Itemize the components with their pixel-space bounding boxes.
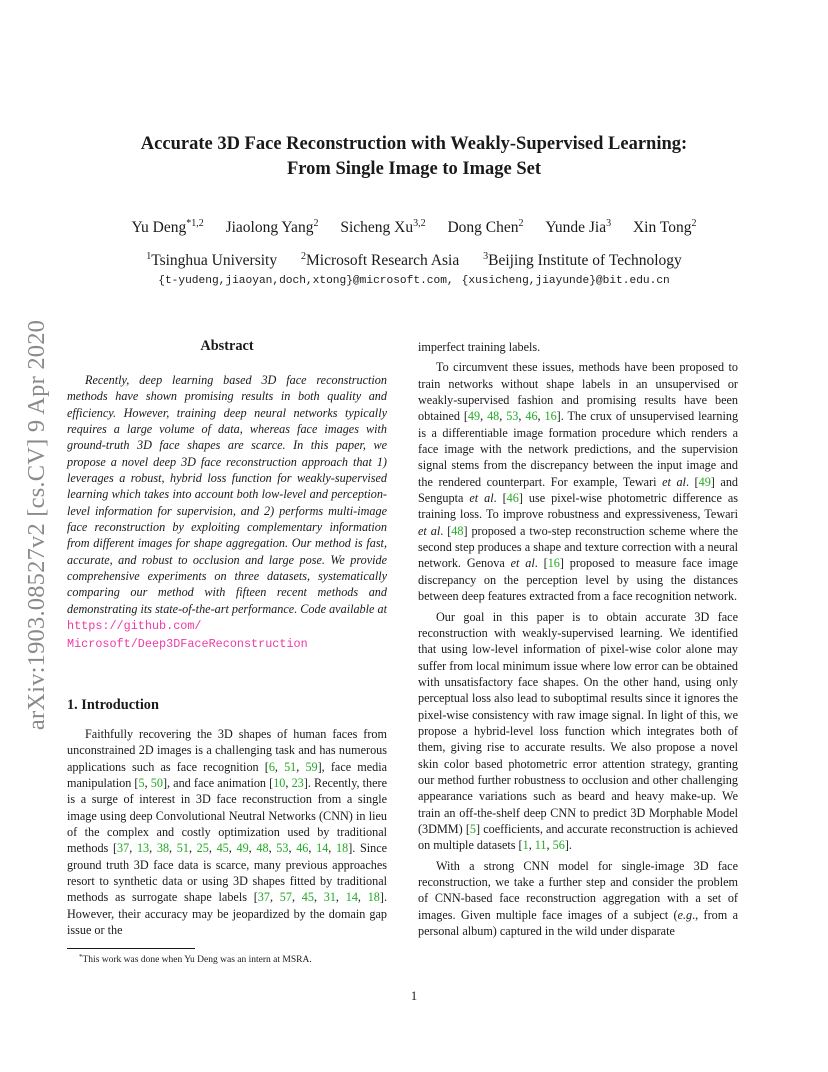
title-line-1: Accurate 3D Face Reconstruction with Weakly-Supervised Learning: (140, 134, 688, 154)
body-text: . [ (440, 523, 452, 538)
body-text: , (149, 841, 157, 856)
citation-link[interactable]: 45 (301, 890, 314, 905)
code-link-part-1[interactable]: https://github.com/ (67, 619, 202, 634)
body-text: , (328, 841, 336, 856)
body-text: , (480, 409, 488, 424)
author: Jiaolong Yang$^2$ (225, 218, 319, 236)
citation-link[interactable]: 31 (323, 890, 336, 905)
affiliation: $^3$Beijing Institute of Technology (483, 251, 682, 269)
citation-link[interactable]: 48 (451, 523, 464, 538)
body-text: ]. Recently, there is a surge of interest in 3D face reconstruction from a single image using deep Convolutional Neutral Networks (CNN) in lieu of the complex and costly optimization used by traditional methods [ (67, 776, 388, 856)
citation-link[interactable]: 18 (367, 890, 380, 905)
body-text: ] use pixel-wise photometric difference as training loss. To improve robustness and expressiveness, Tewari (418, 491, 739, 522)
citation-link[interactable]: 49 (467, 409, 481, 424)
body-text: , (285, 776, 292, 791)
author: Yu Deng$^{*1,2}$ (131, 218, 204, 236)
body-text: . [ (534, 556, 548, 571)
arxiv-stamp (21, 290, 53, 760)
body-text: ]. However, their accuracy may be jeopardized by the domain gap issue or the (67, 890, 387, 938)
body-text: , (291, 890, 302, 905)
citation-link[interactable]: 45 (216, 841, 229, 856)
right-column (418, 339, 738, 943)
body-text: , (248, 841, 257, 856)
citation-link[interactable]: 11 (534, 838, 547, 853)
abstract-heading: Abstract (200, 338, 254, 354)
citation-link[interactable]: 56 (552, 838, 565, 853)
author: Dong Chen$^2$ (447, 218, 524, 236)
abstract-text: Recently, deep learning based 3D face reconstruction methods have shown promising results in both quality and efficiency. However, training deep neural networks typically requires a large volume of data, whereas face images with ground-truth 3D face shapes are scarce. In this paper, we propose a novel deep 3D face reconstruction approach that 1) leverages a robust, hybrid loss function for weakly-supervised learning which takes into account both low-level and perception-level information for supervision, and 2) performs multi-image face reconstruction by exploiting complementary information from different images for shape aggregation. Our method is fast, accurate, and robust to occlusion and large pose. We provide comprehensive experiments on three datasets, systematically comparing our method with fifteen recent methods and demonstrating its state-of-the-art performance. Code available at (67, 373, 387, 616)
citation-link[interactable]: 14 (316, 841, 329, 856)
title-line-2: From Single Image to Image Set (287, 159, 541, 179)
body-text: To circumvent these issues, methods have been proposed to train networks without shape labels in an unsupervised or weakly-supervised fashion and promising results have been obtained [ (418, 360, 738, 424)
body-text: . [ (685, 474, 699, 489)
page-number: 1 (410, 989, 418, 1003)
body-text: , (288, 841, 297, 856)
citation-link[interactable]: 49 (236, 841, 249, 856)
italic-text: et al (418, 523, 441, 538)
citation-link[interactable]: 6 (268, 759, 275, 774)
arxiv-stamp-text: arXiv:1903.08527v2 [cs.CV] 9 Apr 2020 (23, 319, 51, 731)
citation-link[interactable]: 57 (279, 890, 292, 905)
footnote-rule (67, 948, 195, 949)
citation-link[interactable]: 48 (487, 409, 500, 424)
citation-link[interactable]: 50 (150, 776, 163, 791)
body-text: , (268, 841, 277, 856)
italic-text: et al (469, 491, 494, 506)
body-text: , (228, 841, 237, 856)
body-text: . [ (493, 491, 507, 506)
body-text: , (499, 409, 507, 424)
body-text: , (537, 409, 545, 424)
body-text: ], and face animation [ (162, 776, 274, 791)
affiliation-list (0, 251, 828, 270)
body-text: ] proposed to measure face image discrepancy on the perception level by using the distances between deep features extracted from a face recognition network. (418, 556, 739, 604)
email-bit: {xusicheng,jiayunde}@bit.edu.cn (461, 275, 670, 287)
citation-link[interactable]: 5 (469, 821, 476, 836)
right-paragraph-3 (418, 858, 738, 940)
author-list (0, 218, 828, 237)
citation-link[interactable]: 53 (506, 409, 519, 424)
citation-link[interactable]: 14 (345, 890, 358, 905)
italic-text: et al (510, 556, 535, 571)
citation-link[interactable]: 23 (291, 776, 304, 791)
section-heading-introduction: 1. Introduction (67, 697, 159, 713)
body-text: , (313, 890, 324, 905)
citation-link[interactable]: 5 (138, 776, 145, 791)
body-text: , (144, 776, 151, 791)
body-text: ] coefficients, and accurate reconstruction is achieved on multiple datasets [ (418, 821, 738, 853)
citation-link[interactable]: 49 (698, 474, 711, 489)
body-text: , (274, 759, 285, 774)
body-text: Our goal in this paper is to obtain accurate 3D face reconstruction with weakly-supervised learning. We identified that using low-level information of pixel-wise color alone may suffer from local minimum issue where low error can be obtained with unsatisfactory face shapes. On the other hand, using only perceptual loss also lead to suboptimal results since it ignores the pixel-wise consistency with raw image signal. In light of this, we propose a hybrid-level loss function which integrates both of them, giving rise to accurate results. We also propose a novel skin color based photometric error attention strategy, granting our method further robustness to occlusion and other challenging appearance variations such as beard and heavy make-up. We train an off-the-shelf deep CNN to predict 3D Morphable Model (3DMM) [ (418, 609, 738, 836)
body-text: , (518, 409, 526, 424)
author: Sicheng Xu$^{3,2}$ (340, 218, 426, 236)
footnote: *This work was done when Yu Deng was an intern at MSRA. (79, 953, 312, 965)
citation-link[interactable]: 1 (522, 838, 529, 853)
body-text: Faithfully recovering the 3D shapes of human faces from unconstrained 2D images is a challenging task and has numerous applications such as face recognition [ (67, 727, 387, 774)
affiliation: $^1$Tsinghua University (146, 251, 278, 269)
body-text: ] proposed a two-step reconstruction scheme where the second step produces a shape and texture correction with a neural network. Genova (418, 523, 739, 571)
body-text: , (546, 838, 553, 853)
citation-link[interactable]: 37 (257, 890, 270, 905)
body-text: , (188, 841, 197, 856)
body-text: , (357, 890, 368, 905)
body-text: ]. The crux of unsupervised learning is a differentiable image formation procedure which renders a face image with the network predictions, and the supervision signal stems from the discrepancy between the input image and the rendered counterpart. For example, Tewari (418, 409, 739, 489)
right-paragraph-0: imperfect training labels. (418, 340, 541, 354)
citation-link[interactable]: 16 (544, 409, 557, 424)
citation-link[interactable]: 16 (547, 556, 560, 571)
body-text: , (308, 841, 317, 856)
body-text: ]. (564, 838, 572, 853)
citation-link[interactable]: 37 (117, 841, 130, 856)
body-text: ], face media manipulation [ (67, 759, 388, 791)
email-microsoft: {t-yudeng,jiaoyan,doch,xtong}@microsoft.com, (158, 275, 454, 287)
body-text: With a strong CNN model for single-image 3D face reconstruction, we take a further step and consider the problem of CNN-based face reconstruction aggregation with a set of images. Given multiple face images of a subject ( (418, 858, 738, 922)
citation-link[interactable]: 51 (176, 841, 189, 856)
citation-link[interactable]: 46 (296, 841, 309, 856)
right-paragraph-2 (418, 609, 738, 854)
intro-paragraph-1 (67, 726, 387, 938)
body-text: ] and Sengupta (418, 474, 739, 506)
code-link-part-2[interactable]: Microsoft/Deep3DFaceReconstruction (67, 636, 308, 651)
body-text: , (269, 890, 280, 905)
email-line (0, 275, 828, 287)
citation-link[interactable]: 46 (525, 409, 538, 424)
citation-link[interactable]: 10 (273, 776, 286, 791)
citation-link[interactable]: 53 (276, 841, 289, 856)
citation-link[interactable]: 48 (256, 841, 269, 856)
italic-text: et al (662, 474, 686, 489)
body-text: , (296, 759, 306, 774)
right-paragraph-1 (418, 359, 738, 604)
body-text: , (129, 841, 137, 856)
italic-text: e.g (677, 907, 693, 922)
intro-column-left (67, 726, 387, 938)
body-text: , (335, 890, 346, 905)
citation-link[interactable]: 59 (305, 759, 318, 774)
paper-title (0, 132, 828, 182)
body-text: , (169, 841, 177, 856)
affiliation: $^2$Microsoft Research Asia (301, 251, 460, 269)
body-text: , (528, 838, 535, 853)
citation-link[interactable]: 18 (336, 841, 349, 856)
body-text: , (208, 841, 217, 856)
citation-link[interactable]: 25 (196, 841, 209, 856)
abstract-body (67, 372, 387, 652)
citation-link[interactable]: 13 (136, 841, 150, 856)
citation-link[interactable]: 51 (284, 759, 297, 774)
body-text: ., from a personal album) captured in the wild under disparate (418, 907, 738, 939)
author: Xin Tong$^2$ (632, 218, 697, 236)
citation-link[interactable]: 46 (506, 491, 519, 506)
citation-link[interactable]: 38 (156, 841, 170, 856)
author: Yunde Jia$^3$ (545, 218, 612, 236)
body-text: ]. Since ground truth 3D face data is scarce, many previous approaches resort to synthetic data or using 3D shapes fitted by traditional methods as surrogate shape labels [ (67, 841, 388, 905)
